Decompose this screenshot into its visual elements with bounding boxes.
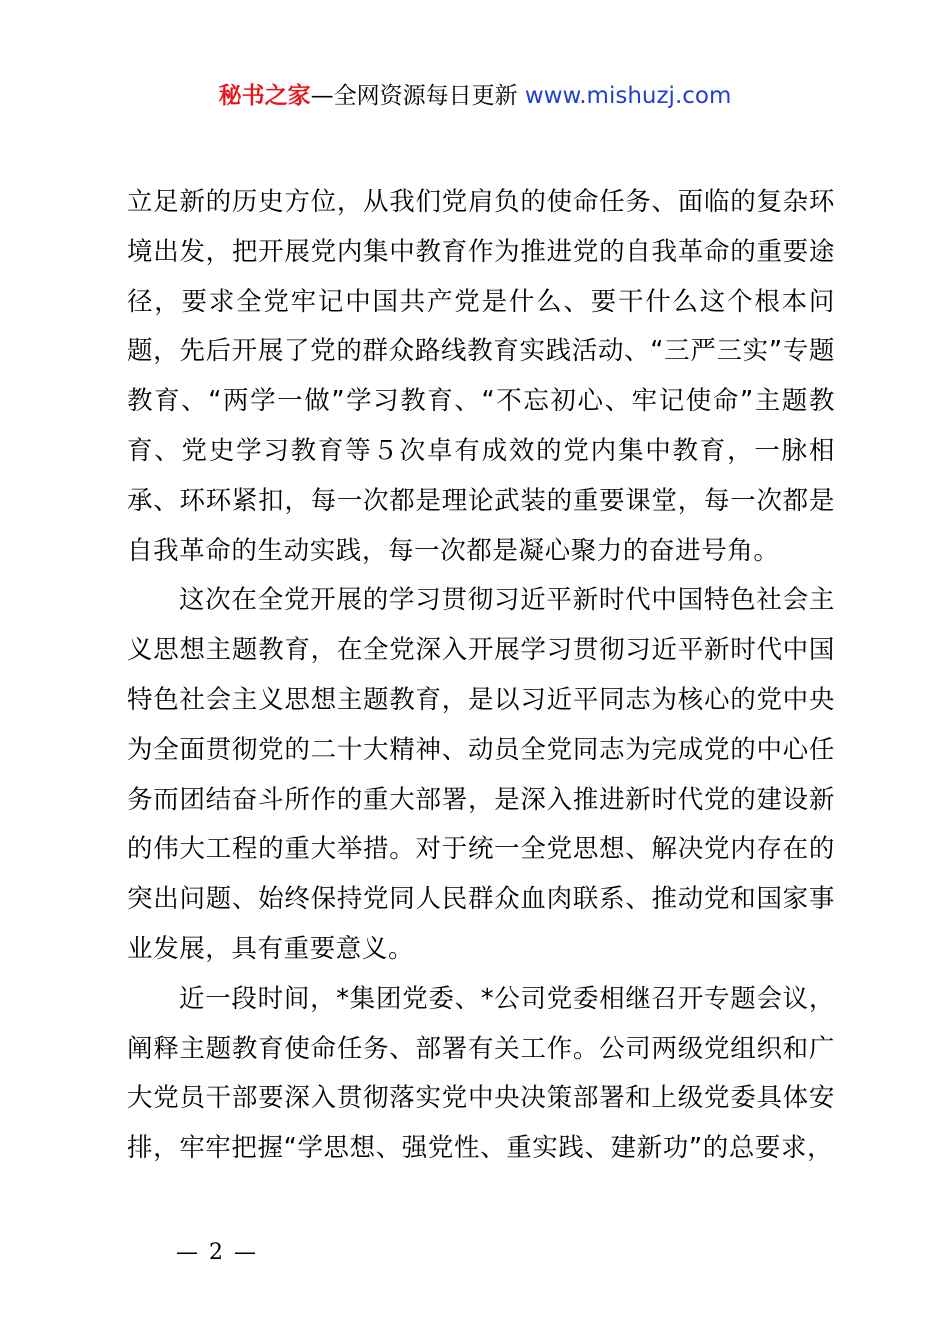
site-tagline: —全网资源每日更新 — [310, 83, 518, 109]
document-body — [127, 178, 835, 1174]
site-url-link[interactable]: www.mishuzj.com — [524, 83, 732, 109]
page-number: — 2 — — [176, 1240, 258, 1265]
paragraph-theme-education: 这次在全党开展的学习贯彻习近平新时代中国特色社会主义思想主题教育，在全党深入开展学习贯彻习近平新时代中国特色社会主义思想主题教育，是以习近平同志为核心的党中央为全面贯彻党的二十大精神、动员全党同志为完成党的中心任务而团结奋斗所作的重大部署，是深入推进新时代党的建设新的伟大工程的重大举措。对于统一全党思想、解决党内存在的突出问题、始终保持党同人民群众血肉联系、推动党和国家事业发展，具有重要意义。 — [127, 585, 835, 964]
page-header — [0, 80, 950, 112]
site-brand: 秘书之家 — [218, 83, 311, 109]
paragraph-recent-meetings: 近一段时间，*集团党委、*公司党委相继召开专题会议，阐释主题教育使命任务、部署有关工作。公司两级党组织和广大党员干部要深入贯彻落实党中央决策部署和上级党委具体安排，牢牢把握“学思想、强党性、重实践、建新功”的总要求， — [127, 983, 835, 1164]
paragraph-continuation: 立足新的历史方位，从我们党肩负的使命任务、面临的复杂环境出发，把开展党内集中教育作为推进党的自我革命的重要途径，要求全党牢记中国共产党是什么、要干什么这个根本问题，先后开展了党的群众路线教育实践活动、“三严三实”专题教育、“两学一做”学习教育、“不忘初心、牢记使命”主题教育、党史学习教育等５次卓有成效的党内集中教育，一脉相承、环环紧扣，每一次都是理论武装的重要课堂，每一次都是自我革命的生动实践，每一次都是凝心聚力的奋进号角。 — [127, 187, 835, 566]
